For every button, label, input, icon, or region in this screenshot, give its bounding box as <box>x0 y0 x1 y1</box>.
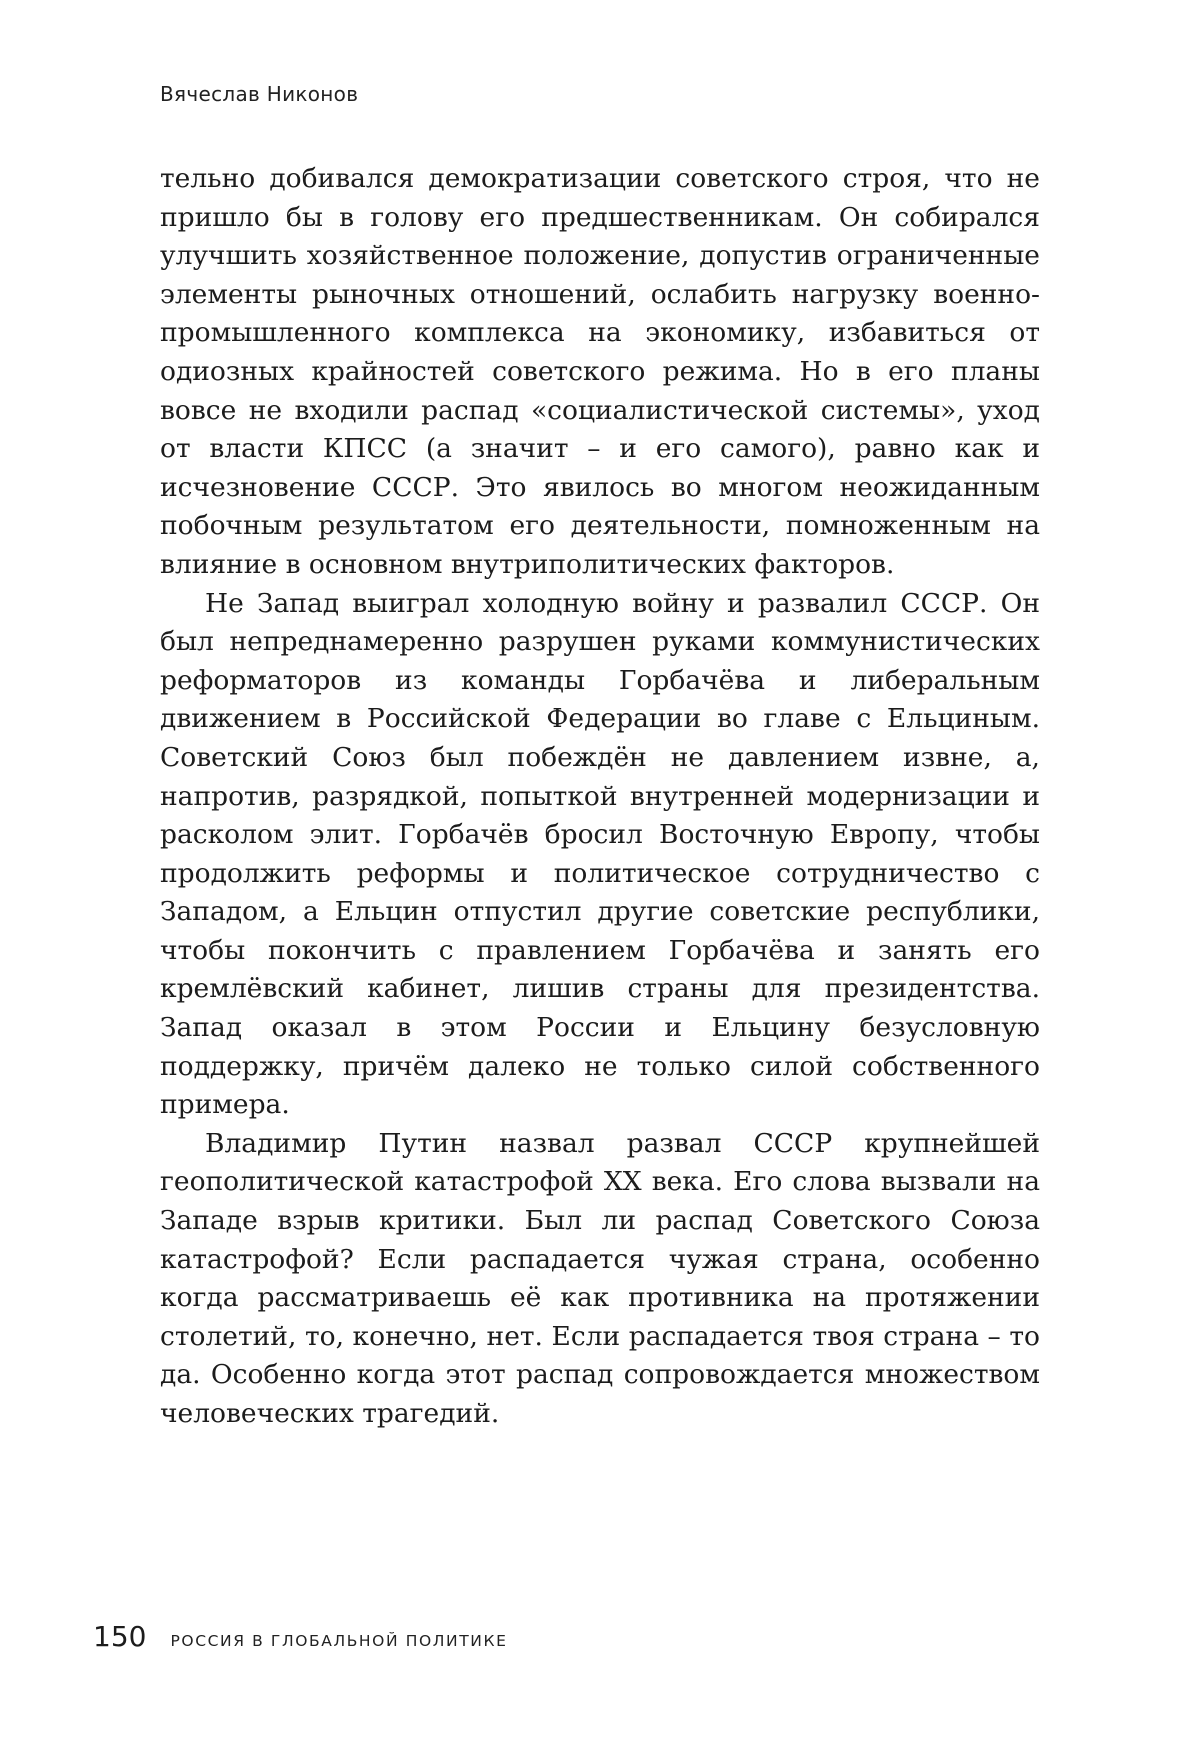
page-footer <box>93 1620 507 1653</box>
body-text <box>160 160 1040 1434</box>
page-number: 150 <box>93 1620 146 1653</box>
book-title: РОССИЯ В ГЛОБАЛЬНОЙ ПОЛИТИКЕ <box>170 1632 507 1650</box>
paragraph-2: Не Запад выиграл холодную войну и развалил СССР. Он был непреднамеренно разрушен руками коммунистических реформаторов из команды Горбачёва и либеральным движением в Российской Федерации во главе с Ельциным. Советский Союз был побеждён не давлением извне, а, напротив, разрядкой, попыткой внутренней модернизации и расколом элит. Горбачёв бросил Восточную Европу, чтобы продолжить реформы и политическое сотрудничество с Западом, а Ельцин отпустил другие советские республики, чтобы покончить с правлением Горбачёва и занять его кремлёвский кабинет, лишив страны для президентства. Запад оказал в этом России и Ельцину безусловную поддержку, причём далеко не только силой собственного примера. <box>160 585 1040 1125</box>
book-page <box>0 0 1200 1747</box>
paragraph-3: Владимир Путин назвал развал СССР крупнейшей геополитической катастрофой XX века. Его слова вызвали на Западе взрыв критики. Был ли распад Советского Союза катастрофой? Если распадается чужая страна, особенно когда рассматриваешь её как противника на протяжении столетий, то, конечно, нет. Если распадается твоя страна – то да. Особенно когда этот распад сопровождается множеством человеческих трагедий. <box>160 1125 1040 1434</box>
paragraph-1: тельно добивался демократизации советского строя, что не пришло бы в голову его предшественникам. Он собирался улучшить хозяйственное положение, допустив ограниченные элементы рыночных отношений, ослабить нагрузку военно-промышленного комплекса на экономику, избавиться от одиозных крайностей советского режима. Но в его планы вовсе не входили распад «социалистической системы», уход от власти КПСС (а значит – и его самого), равно как и исчезновение СССР. Это явилось во многом неожиданным побочным результатом его деятельности, помноженным на влияние в основном внутриполитических факторов. <box>160 160 1040 585</box>
running-head-author: Вячеслав Никонов <box>160 82 358 106</box>
